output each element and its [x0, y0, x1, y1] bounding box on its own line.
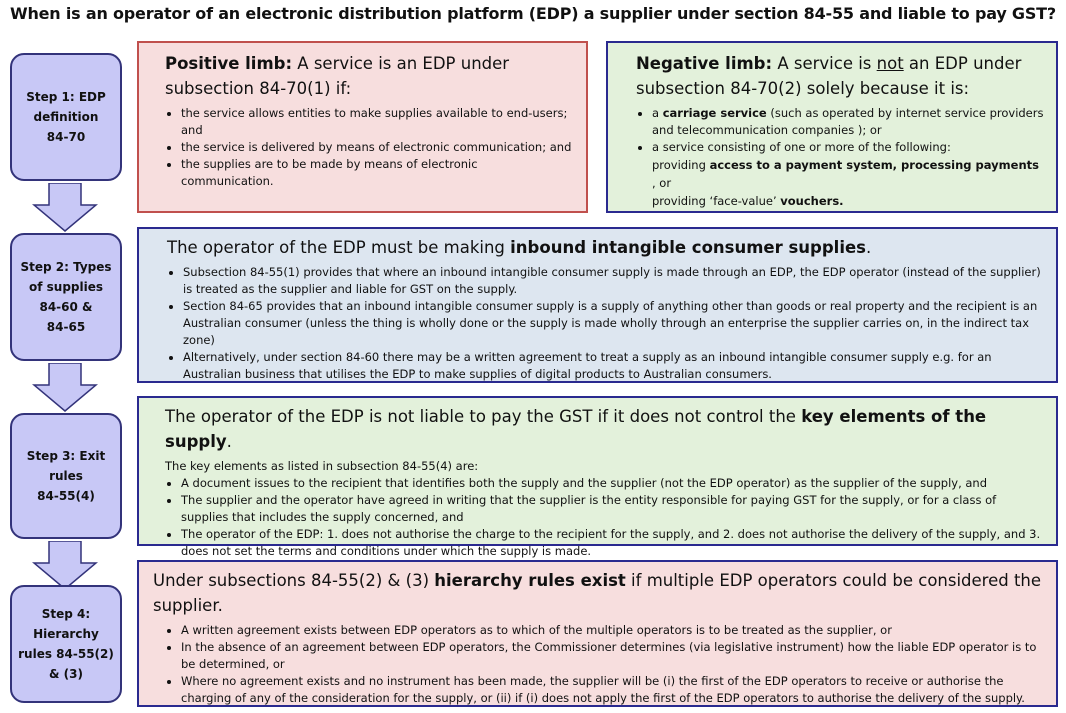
list-item: • the service is delivered by means of electronic communication; and — [181, 139, 572, 156]
positive-limb-box — [137, 41, 588, 213]
list-item: • the supplies are to be made by means of electronic communication. — [181, 156, 572, 190]
payment-line: providing access to a payment system, processing payments , or — [652, 158, 1039, 190]
step-2-list — [167, 264, 1044, 383]
down-arrow-icon — [32, 541, 98, 591]
list-item: • A document issues to the recipient that identifies both the supply and the supplier (not the EDP operator) as the supplier of the supply, and — [181, 475, 1044, 492]
step-4-content-box — [137, 560, 1058, 707]
step-3-intro: The key elements as listed in subsection 84-55(4) are: — [165, 459, 479, 473]
page-title: When is an operator of an electronic distribution platform (EDP) a supplier under section 84-55 and liable to pay GST? — [10, 4, 1056, 23]
vouchers-line: providing ‘face-value’ vouchers. — [652, 194, 844, 208]
list-item: • The operator of the EDP: 1. does not authorise the charge to the recipient for the supply, and 2. does not authorise the delivery of the supply, and 3. does not set the terms and conditions under which the supply is made. — [181, 526, 1044, 560]
step-3-list — [165, 475, 1044, 560]
step-4-list — [153, 622, 1044, 707]
step-2-line: 84-65 — [46, 320, 86, 334]
list-item: • Alternatively, under section 84-60 there may be a written agreement to treat a supply as an inbound intangible consumer supply e.g. for an Australian business that utilises the EDP to make supplies of digital products to Australian consumers. — [183, 349, 1044, 383]
step-2-content-box — [137, 227, 1058, 383]
list-item: • Where no agreement exists and no instrument has been made, the supplier will be (i) the first of the EDP operators to receive or authorise the charging of any of the consideration for the supply, or (ii) if (i) does not apply the first of the EDP operators to authorise the delivery of the supply. — [181, 673, 1044, 707]
step-2-line: of supplies — [28, 280, 103, 294]
negative-limb-heading: Negative limb: A service is not an EDP under subsection 84-70(2) solely because it is: — [636, 54, 1022, 98]
list-item: • a service consisting of one or more of the following: — [652, 139, 1044, 156]
positive-limb-list — [165, 105, 572, 190]
step-4-heading: Under subsections 84-55(2) & (3) hierarchy rules exist if multiple EDP operators could be considered the supplier. — [153, 571, 1042, 615]
step-4-line: & (3) — [49, 667, 83, 681]
list-item: • a carriage service (such as operated by internet service providers and telecommunication companies ); or — [652, 105, 1044, 139]
step-2-heading: The operator of the EDP must be making inbound intangible consumer supplies. — [167, 238, 872, 257]
step-1-line: definition — [33, 110, 99, 124]
step-2-box — [10, 233, 122, 361]
list-item: • Section 84-65 provides that an inbound intangible consumer supply is a supply of anything other than goods or real property and the recipient is an Australian consumer (unless the thing is wholly done or the supply is made wholly through an enterprise the supplier carries on, in the indirect tax zone) — [183, 298, 1044, 349]
list-item: • The supplier and the operator have agreed in writing that the supplier is the entity responsible for paying GST for the supply, or for a class of supplies that includes the supply concerned, and — [181, 492, 1044, 526]
negative-limb-list — [636, 105, 1044, 156]
list-item: • A written agreement exists between EDP operators as to which of the multiple operators is to be treated as the supplier, or — [181, 622, 1044, 639]
step-3-line: 84-55(4) — [37, 489, 95, 503]
step-1-line: 84-70 — [46, 130, 86, 144]
down-arrow-icon — [32, 363, 98, 413]
step-4-line: Step 4: — [41, 607, 91, 621]
step-2-line: Step 2: Types — [20, 260, 112, 274]
step-2-line: 84-60 & — [39, 300, 93, 314]
step-1-line: Step 1: EDP — [26, 90, 106, 104]
step-4-line: Hierarchy — [33, 627, 99, 641]
step-4-box — [10, 585, 122, 703]
list-item: • Subsection 84-55(1) provides that where an inbound intangible consumer supply is made through an EDP, the EDP operator (instead of the supplier) is treated as the supplier and liable for GST on the supply. — [183, 264, 1044, 298]
step-3-heading: The operator of the EDP is not liable to pay the GST if it does not control the key elements of the supply. — [165, 407, 987, 451]
down-arrow-icon — [32, 183, 98, 233]
step-3-box — [10, 413, 122, 539]
list-item: • the service allows entities to make supplies available to end-users; and — [181, 105, 572, 139]
step-3-line: rules — [49, 469, 83, 483]
step-4-line: rules 84-55(2) — [18, 647, 114, 661]
positive-limb-heading: Positive limb: A service is an EDP under subsection 84-70(1) if: — [165, 54, 510, 98]
step-1-box — [10, 53, 122, 181]
step-3-content-box — [137, 396, 1058, 558]
step-3-line: Step 3: Exit — [26, 449, 106, 463]
negative-limb-box — [606, 41, 1058, 213]
list-item: • In the absence of an agreement between EDP operators, the Commissioner determines (via legislative instrument) how the liable EDP operator is to be determined, or — [181, 639, 1044, 673]
